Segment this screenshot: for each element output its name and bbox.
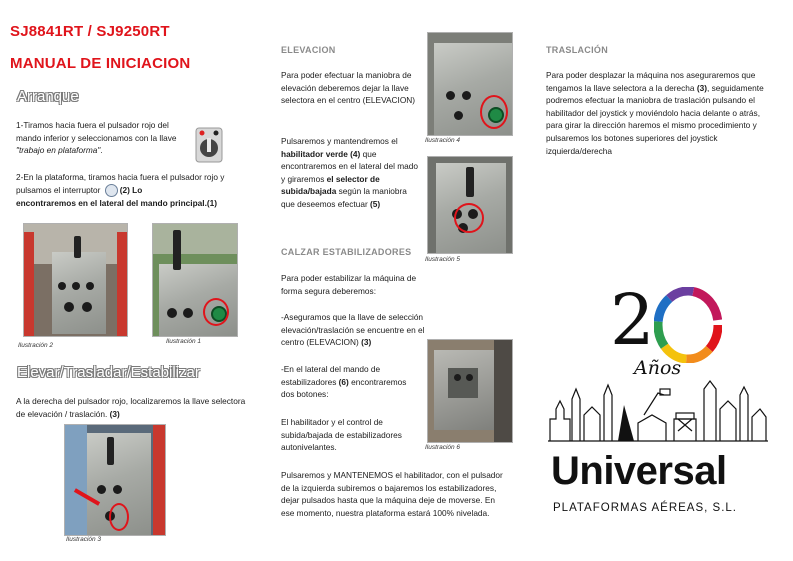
step-2-text: 2-En la plataforma, tiramos hacia fuera el pulsador rojo y pulsamos el interruptor (2) Lo encontraremos en el lateral del mando principal.(1)	[16, 172, 225, 208]
elevar-heading: Elevar/Trasladar/Estabilizar	[17, 364, 200, 381]
logo-anos: Años	[634, 357, 682, 379]
logo-brand: Universal	[551, 449, 727, 493]
model-title: SJ8841RT / SJ9250RT	[10, 23, 170, 40]
key-switch-icon	[194, 126, 224, 164]
illustration-5-photo	[427, 156, 513, 254]
skyline-icon	[548, 379, 768, 448]
caption-illustration-1: Ilustración 1	[166, 338, 202, 345]
step-1-text: 1-Tiramos hacia fuera el pulsador rojo del mando inferior y seleccionamos con la llave "trabajo en plataforma".	[16, 120, 177, 156]
arranque-heading: Arranque	[17, 88, 79, 105]
universal-logo	[548, 279, 768, 530]
illustration-3-photo	[64, 424, 166, 536]
calzar-heading: CALZAR ESTABILIZADORES	[281, 247, 412, 257]
elevar-text: A la derecha del pulsador rojo, localizaremos la llave selectora de elevación / traslación. (3)	[16, 396, 246, 419]
logo-ring-icon	[654, 287, 722, 368]
calzar-text-5: Pulsaremos y MANTENEMOS el habilitador, con el pulsador de la izquierda subiremos o bajaremos los estabilizadores, dejar pulsados hasta que la máquina deje de moverse. En ese momento, nuestra plataforma estará 100% nivelada.	[281, 470, 503, 518]
illustration-6-photo	[427, 339, 513, 443]
illustration-4-photo	[427, 32, 513, 136]
caption-illustration-2: Ilustración 2	[18, 342, 54, 349]
calzar-text-1: Para poder estabilizar la máquina de forma segura deberemos:	[281, 273, 417, 296]
button-icon	[105, 184, 118, 197]
calzar-text-2: -Aseguramos que la llave de selección elevación/traslación se encuentre en el centro (ELEVACION) (3)	[281, 312, 425, 348]
calzar-text-4: El habilitador y el control de subida/bajada de estabilizadores autonivelantes.	[281, 417, 402, 453]
traslacion-text: Para poder desplazar la máquina nos aseguraremos que tengamos la llave selectora a la derecha (3), seguidamente podremos efectuar la maniobra de traslación pulsando el habilitador del joystick y moviéndolo hacia delante o atrás, para girar la dirección haremos el mismo procedimiento y pulsaremos los botones superiores del joystick izquierda/derecha	[546, 70, 764, 156]
illustration-1-photo	[152, 223, 238, 337]
caption-illustration-4: Ilustración 4	[425, 137, 461, 144]
calzar-text-3: -En el lateral del mando de estabilizadores (6) encontraremos dos botones:	[281, 364, 407, 400]
elevacion-heading: ELEVACION	[281, 45, 336, 55]
illustration-2-photo	[23, 223, 128, 337]
elevacion-text-1: Para poder efectuar la maniobra de elevación deberemos dejar la llave selectora en el centro (ELEVACION)	[281, 70, 416, 106]
caption-illustration-5: Ilustración 5	[425, 256, 461, 263]
logo-number-two: 2	[610, 279, 655, 361]
logo-subtitle: PLATAFORMAS AÉREAS, S.L.	[553, 502, 737, 514]
caption-illustration-3: Ilustración 3	[66, 536, 102, 543]
traslacion-heading: TRASLACIÓN	[546, 45, 608, 55]
caption-illustration-6: Ilustración 6	[425, 444, 461, 451]
elevacion-text-2: Pulsaremos y mantendremos el habilitador verde (4) que encontraremos en el lateral del mado y giraremos el selector de subida/bajada según la maniobra que deseemos efectuar (5)	[281, 136, 418, 209]
manual-title: MANUAL DE INICIACION	[10, 55, 191, 72]
